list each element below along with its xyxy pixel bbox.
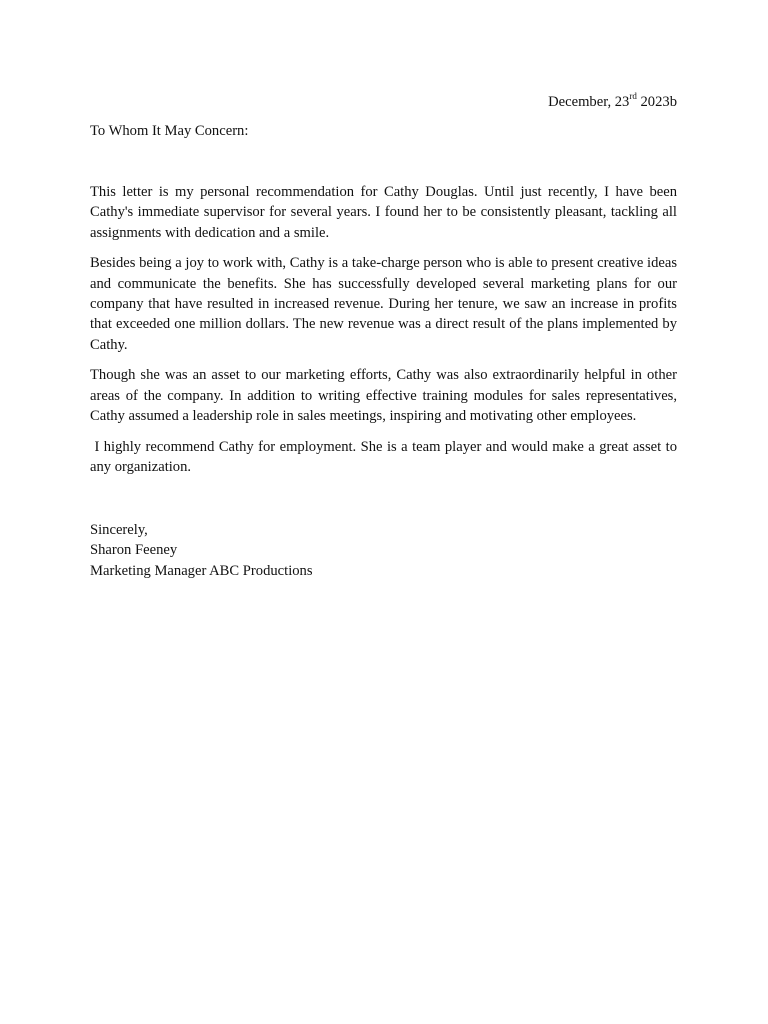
signer-name: Sharon Feeney (90, 542, 178, 559)
letter-date (548, 92, 677, 112)
signer-title: Marketing Manager ABC Productions (90, 562, 313, 579)
date-rest: 2023b (636, 94, 677, 110)
paragraph-2: Besides being a joy to work with, Cathy is a take-charge person who is able to present creative ideas and communicate the benefits. She has successfully developed several marketing plans for our company that have resulted in increased revenue. During her tenure, we saw an increase in profits that exceeded one million dollars. The new revenue was a direct result of the plans implemented by Cathy. (90, 255, 677, 353)
salutation: To Whom It May Concern: (90, 123, 249, 139)
signature-block (90, 520, 313, 581)
date-ordinal-suffix: rd (629, 91, 637, 102)
closing-phrase: Sincerely, (90, 522, 148, 538)
paragraph-1: This letter is my personal recommendation for Cathy Douglas. Until just recently, I have been Cathy's immediate supervisor for several years. I found her to be consistently pleasant, tackling all assignments with dedication and a smile. (90, 184, 677, 241)
letter-body (90, 182, 677, 488)
paragraph-3: Though she was an asset to our marketing efforts, Cathy was also extraordinarily helpful in other areas of the company. In addition to writing effective training modules for sales representatives, Cathy assumed a leadership role in sales meetings, inspiring and motivating other employees. (90, 367, 677, 424)
date-prefix: December, 23 (548, 94, 630, 110)
paragraph-4: I highly recommend Cathy for employment. She is a team player and would make a great asset to any organization. (90, 438, 677, 476)
